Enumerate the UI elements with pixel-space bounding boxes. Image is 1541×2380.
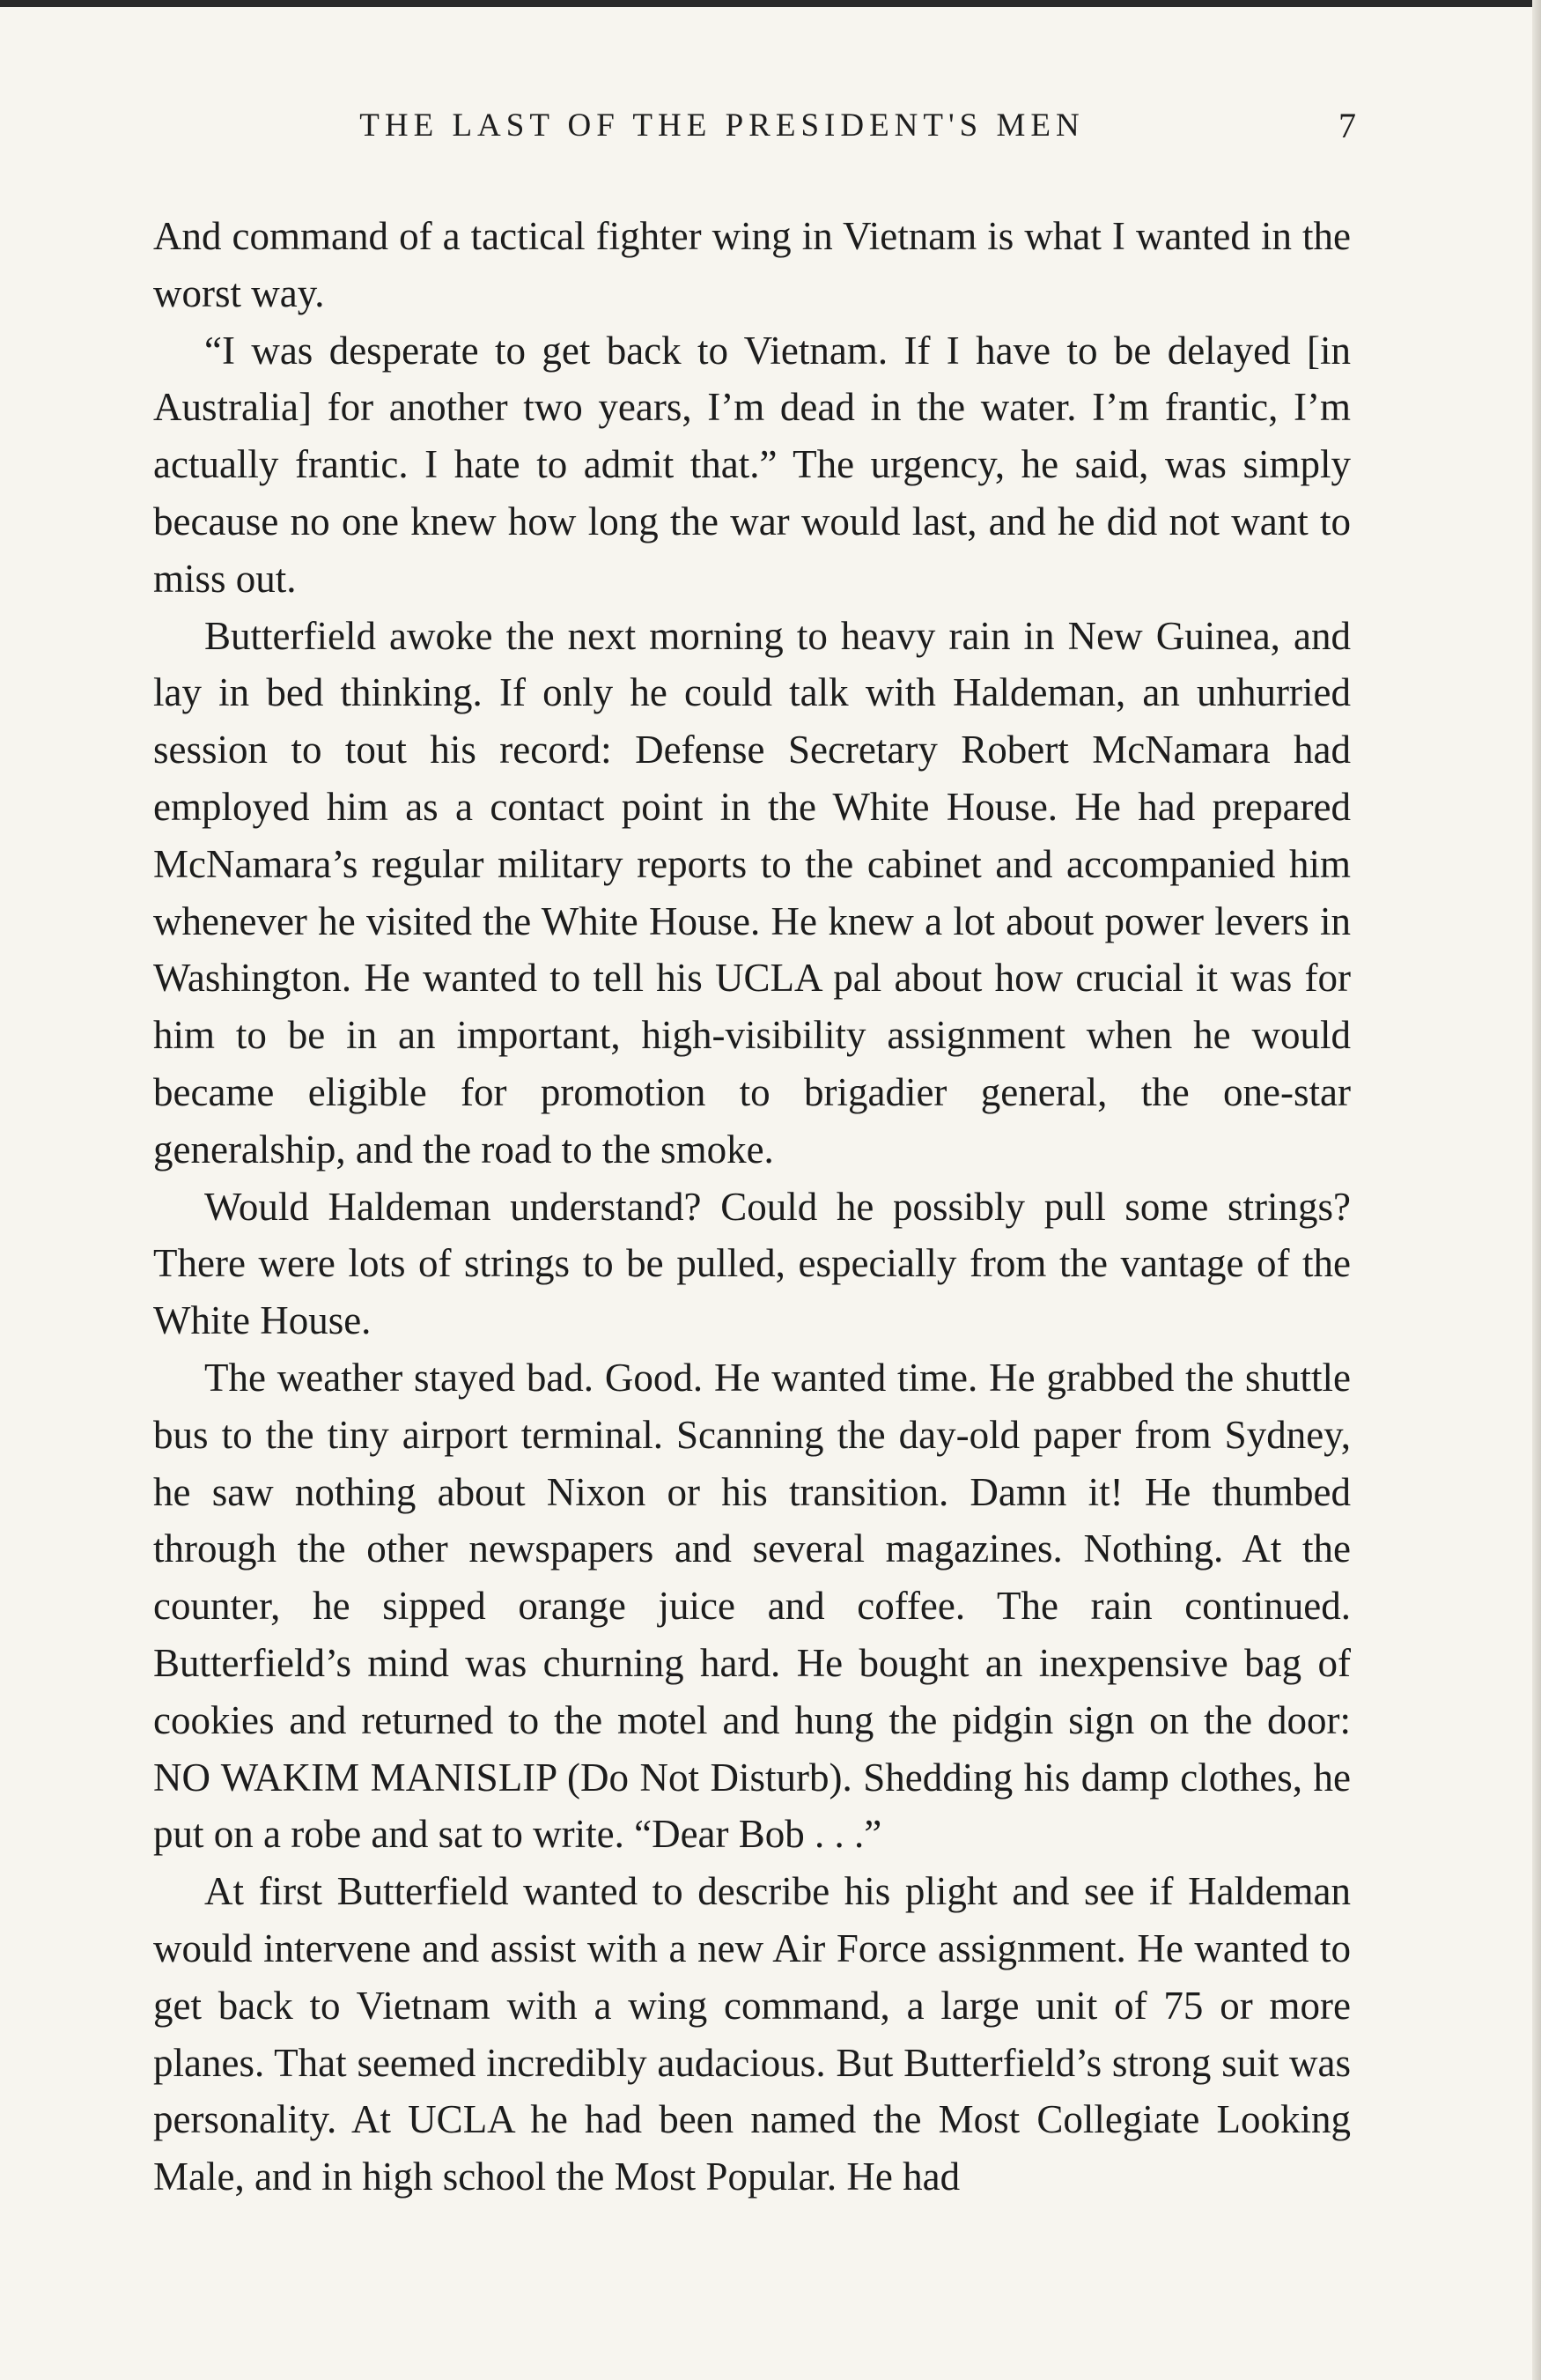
paragraph-1: And command of a tactical fighter wing in Vietnam is what I wanted in the worst way. xyxy=(153,214,1351,315)
paragraph-6: At first Butterfield wanted to describe his plight and see if Haldeman would intervene and assist with a new Air Force assignment. He wanted to get back to Vietnam with a wing command, a large unit of 75 or more planes. That seemed incredibly audacious. But Butterfield’s strong suit was personality. At UCLA he had been named the Most Collegiate Looking Male, and in high school the Most Popular. He had xyxy=(153,1869,1351,2199)
page-number: 7 xyxy=(1338,106,1356,145)
paragraph-3: Butterfield awoke the next morning to heavy rain in New Guinea, and lay in bed thinking. If only he could talk with Haldeman, an unhurried session to tout his record: Defense Secretary Robert McNamara had employed him as a contact point in the White House. He had prepared McNamara’s regular military reports to the cabinet and accompanied him whenever he visited the White House. He knew a lot about power levers in Washington. He wanted to tell his UCLA pal about how crucial it was for him to be in an important, high-visibility assignment when he would became eligible for promotion to brigadier general, the one-star generalship, and the road to the smoke. xyxy=(153,613,1351,1172)
scan-top-edge xyxy=(0,0,1541,7)
paragraph-4: Would Haldeman understand? Could he possibly pull some strings? There were lots of strings to be pulled, especially from the vantage of the White House. xyxy=(153,1184,1351,1343)
running-header xyxy=(0,104,1541,148)
scan-right-edge xyxy=(1532,0,1541,2380)
paragraph-2: “I was desperate to get back to Vietnam. If I have to be delayed [in Australia] for another two years, I’m dead in the water. I’m frantic, I’m actually frantic. I hate to admit that.” The urgency, he said, was simply because no one knew how long the war would last, and he did not want to miss out. xyxy=(153,328,1351,601)
paragraph-5: The weather stayed bad. Good. He wanted time. He grabbed the shuttle bus to the tiny airport terminal. Scanning the day-old paper from Sydney, he saw nothing about Nixon or his transition. Damn it! He thumbed through the other newspapers and several magazines. Nothing. At the counter, he sipped orange juice and coffee. The rain continued. Butterfield’s mind was churning hard. He bought an inexpensive bag of cookies and returned to the motel and hung the pidgin sign on the door: NO WAKIM MANISLIP (Do Not Disturb). Shedding his damp clothes, he put on a robe and sat to write. “Dear Bob . . .” xyxy=(153,1355,1351,1857)
running-title: THE LAST OF THE PRESIDENT'S MEN xyxy=(359,107,1085,144)
body-text xyxy=(153,208,1351,2206)
